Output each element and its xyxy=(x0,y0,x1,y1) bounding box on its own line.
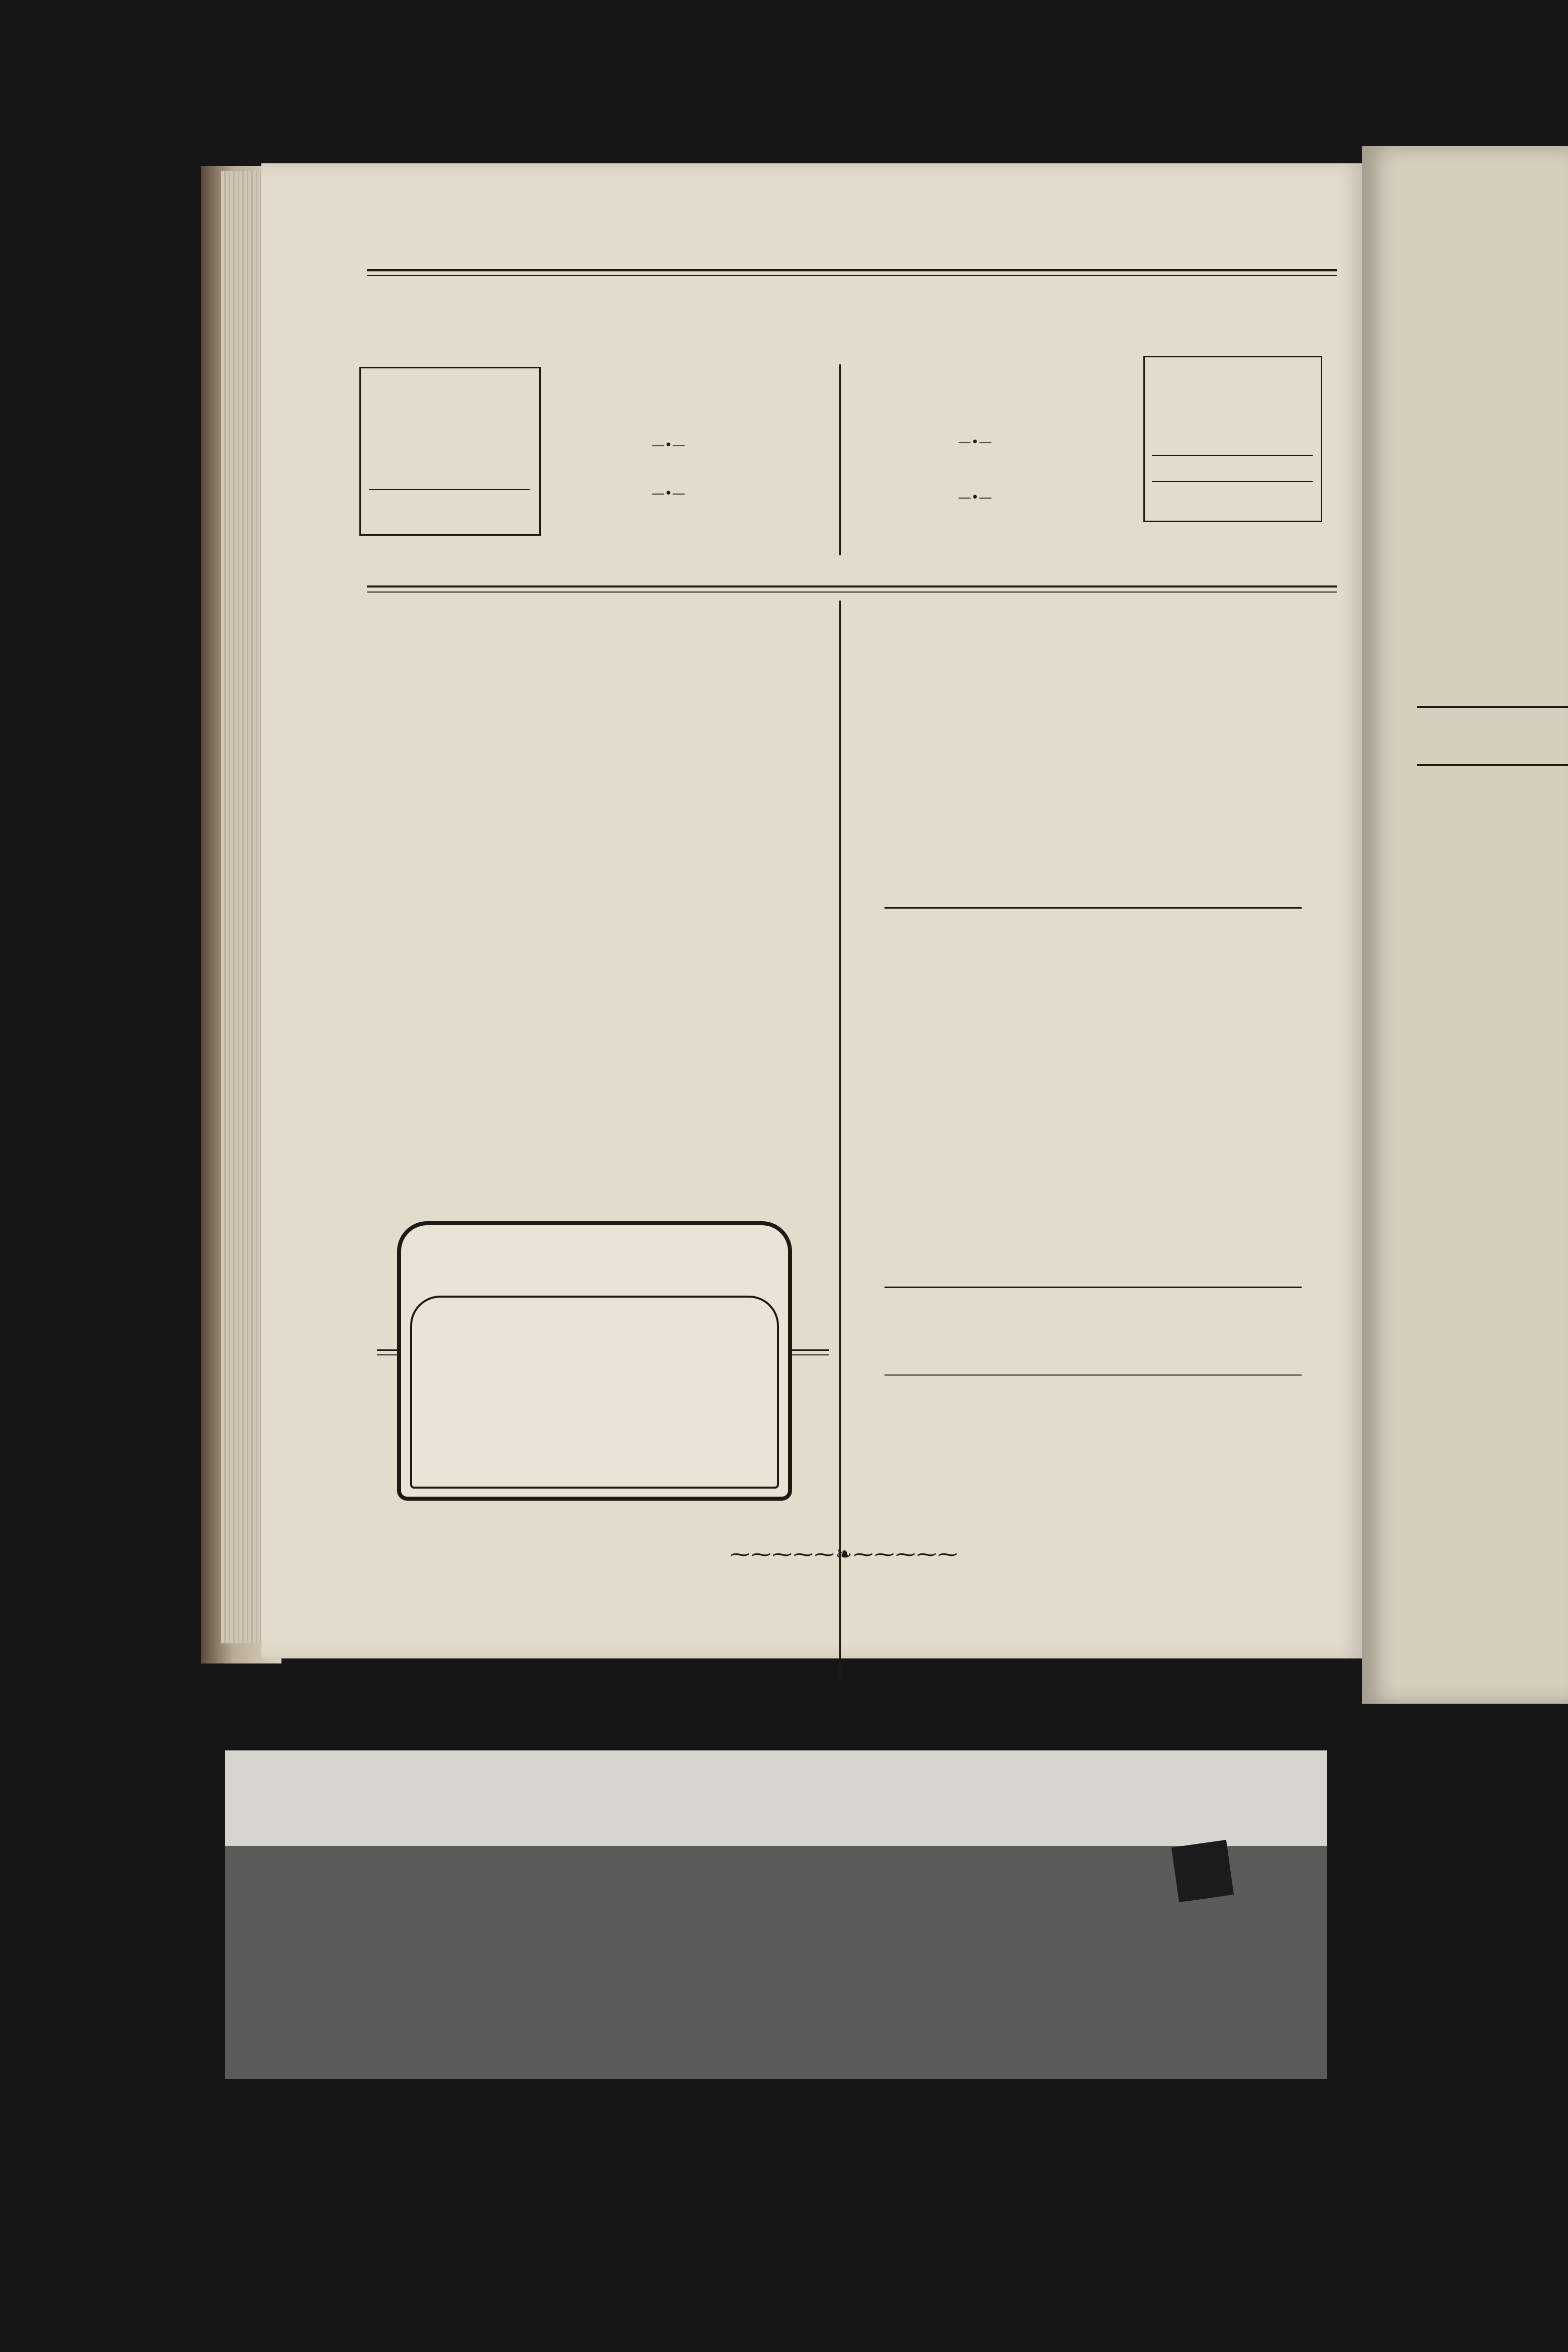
ornament-dash-4: —•— xyxy=(958,490,992,505)
subscription-box xyxy=(359,367,541,536)
subscription-rule xyxy=(369,489,530,490)
rates-box xyxy=(1143,356,1322,522)
rates-rule xyxy=(1152,455,1313,456)
chart-top-row xyxy=(225,1901,1327,1992)
adjacent-rule xyxy=(1417,706,1568,708)
colour-chart xyxy=(225,1750,1327,2079)
section2-rule xyxy=(885,1287,1302,1288)
column-divider xyxy=(839,601,841,1681)
footer-ornament: ⁓⁓⁓⁓⁓❧⁓⁓⁓⁓⁓ xyxy=(730,1543,959,1566)
section1-rule xyxy=(885,907,1302,909)
masthead-rule-thin xyxy=(367,592,1337,593)
header-rule xyxy=(367,269,1337,271)
adjacent-rule-2 xyxy=(1417,764,1568,766)
section3-rule xyxy=(885,1375,1302,1376)
ornament-dash: —•— xyxy=(651,438,685,453)
ruler-marks xyxy=(225,1750,1327,1846)
header-rule-thin xyxy=(367,275,1337,276)
rates-rule-2 xyxy=(1152,481,1313,482)
masthead-rule xyxy=(367,585,1337,587)
chart-bottom-row xyxy=(225,1993,1327,2079)
ruler xyxy=(225,1750,1327,1846)
ornament-dash-3: —•— xyxy=(958,435,992,450)
adjacent-page xyxy=(1362,146,1568,1704)
masthead-divider xyxy=(839,364,841,555)
ad-inner-frame xyxy=(410,1296,779,1489)
chart-labels xyxy=(225,1871,1327,1901)
ornament-dash-2: —•— xyxy=(651,486,685,501)
dictionary-advertisement xyxy=(397,1221,792,1501)
